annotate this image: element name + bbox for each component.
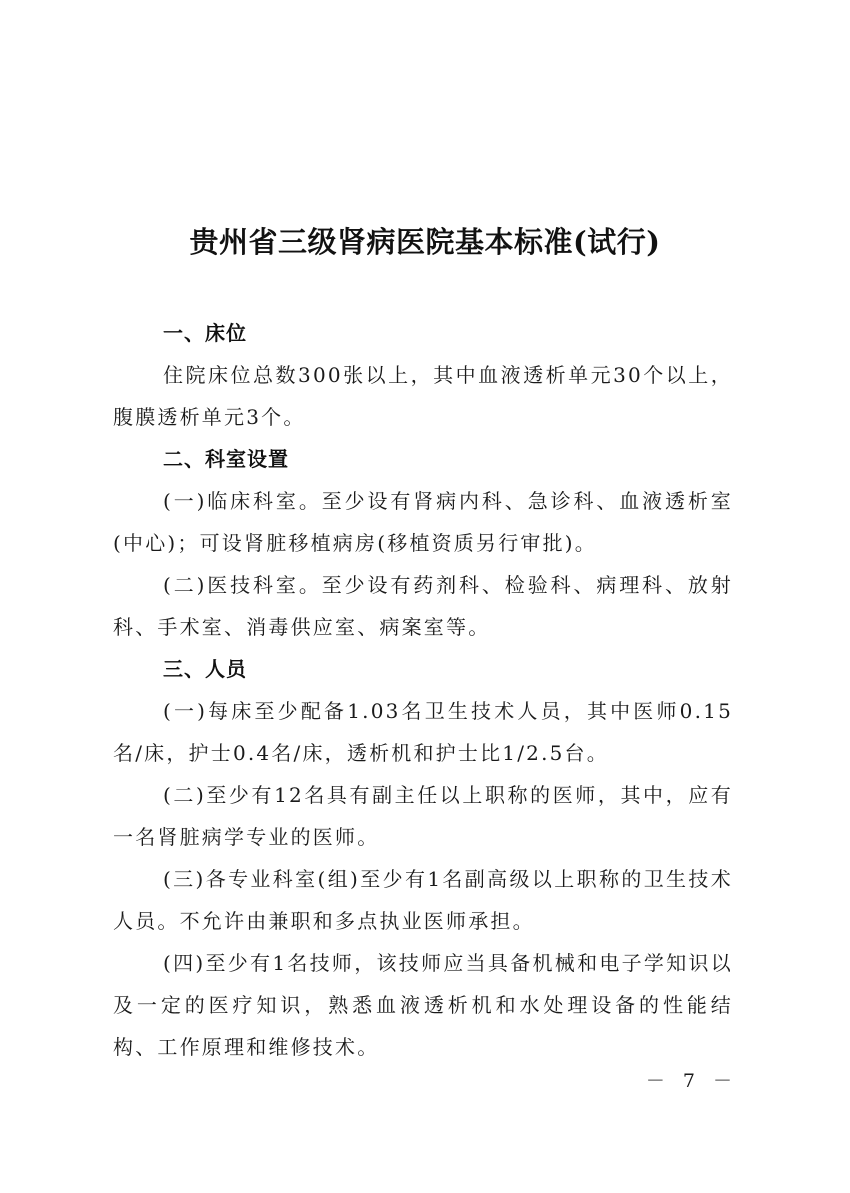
section-staff	[113, 648, 733, 1068]
section-heading: 二、科室设置	[163, 447, 289, 471]
paragraph: (一)每床至少配备1.03名卫生技术人员，其中医师0.15名/床，护士0.4名/床，透析机和护士比1/2.5台。	[113, 699, 733, 765]
paragraph: 住院床位总数300张以上，其中血液透析单元30个以上，腹膜透析单元3个。	[113, 363, 733, 429]
paragraph: (二)医技科室。至少设有药剂科、检验科、病理科、放射科、手术室、消毒供应室、病案室等。	[113, 573, 733, 639]
paragraph: (二)至少有12名具有副主任以上职称的医师，其中，应有一名肾脏病学专业的医师。	[113, 783, 733, 849]
document-title: 贵州省三级肾病医院基本标准(试行)	[189, 225, 661, 259]
section-departments	[113, 438, 733, 648]
paragraph: (四)至少有1名技师，该技师应当具备机械和电子学知识以及一定的医疗知识，熟悉血液透析机和水处理设备的性能结构、工作原理和维修技术。	[113, 951, 733, 1059]
section-beds	[113, 312, 733, 438]
section-heading: 一、床位	[163, 321, 247, 345]
page-number: － 7 －	[645, 1070, 738, 1092]
section-heading: 三、人员	[163, 657, 247, 681]
paragraph: (一)临床科室。至少设有肾病内科、急诊科、血液透析室(中心)；可设肾脏移植病房(移植资质另行审批)。	[113, 489, 733, 555]
document-body	[113, 312, 733, 1068]
paragraph: (三)各专业科室(组)至少有1名副高级以上职称的卫生技术人员。不允许由兼职和多点执业医师承担。	[113, 867, 733, 933]
